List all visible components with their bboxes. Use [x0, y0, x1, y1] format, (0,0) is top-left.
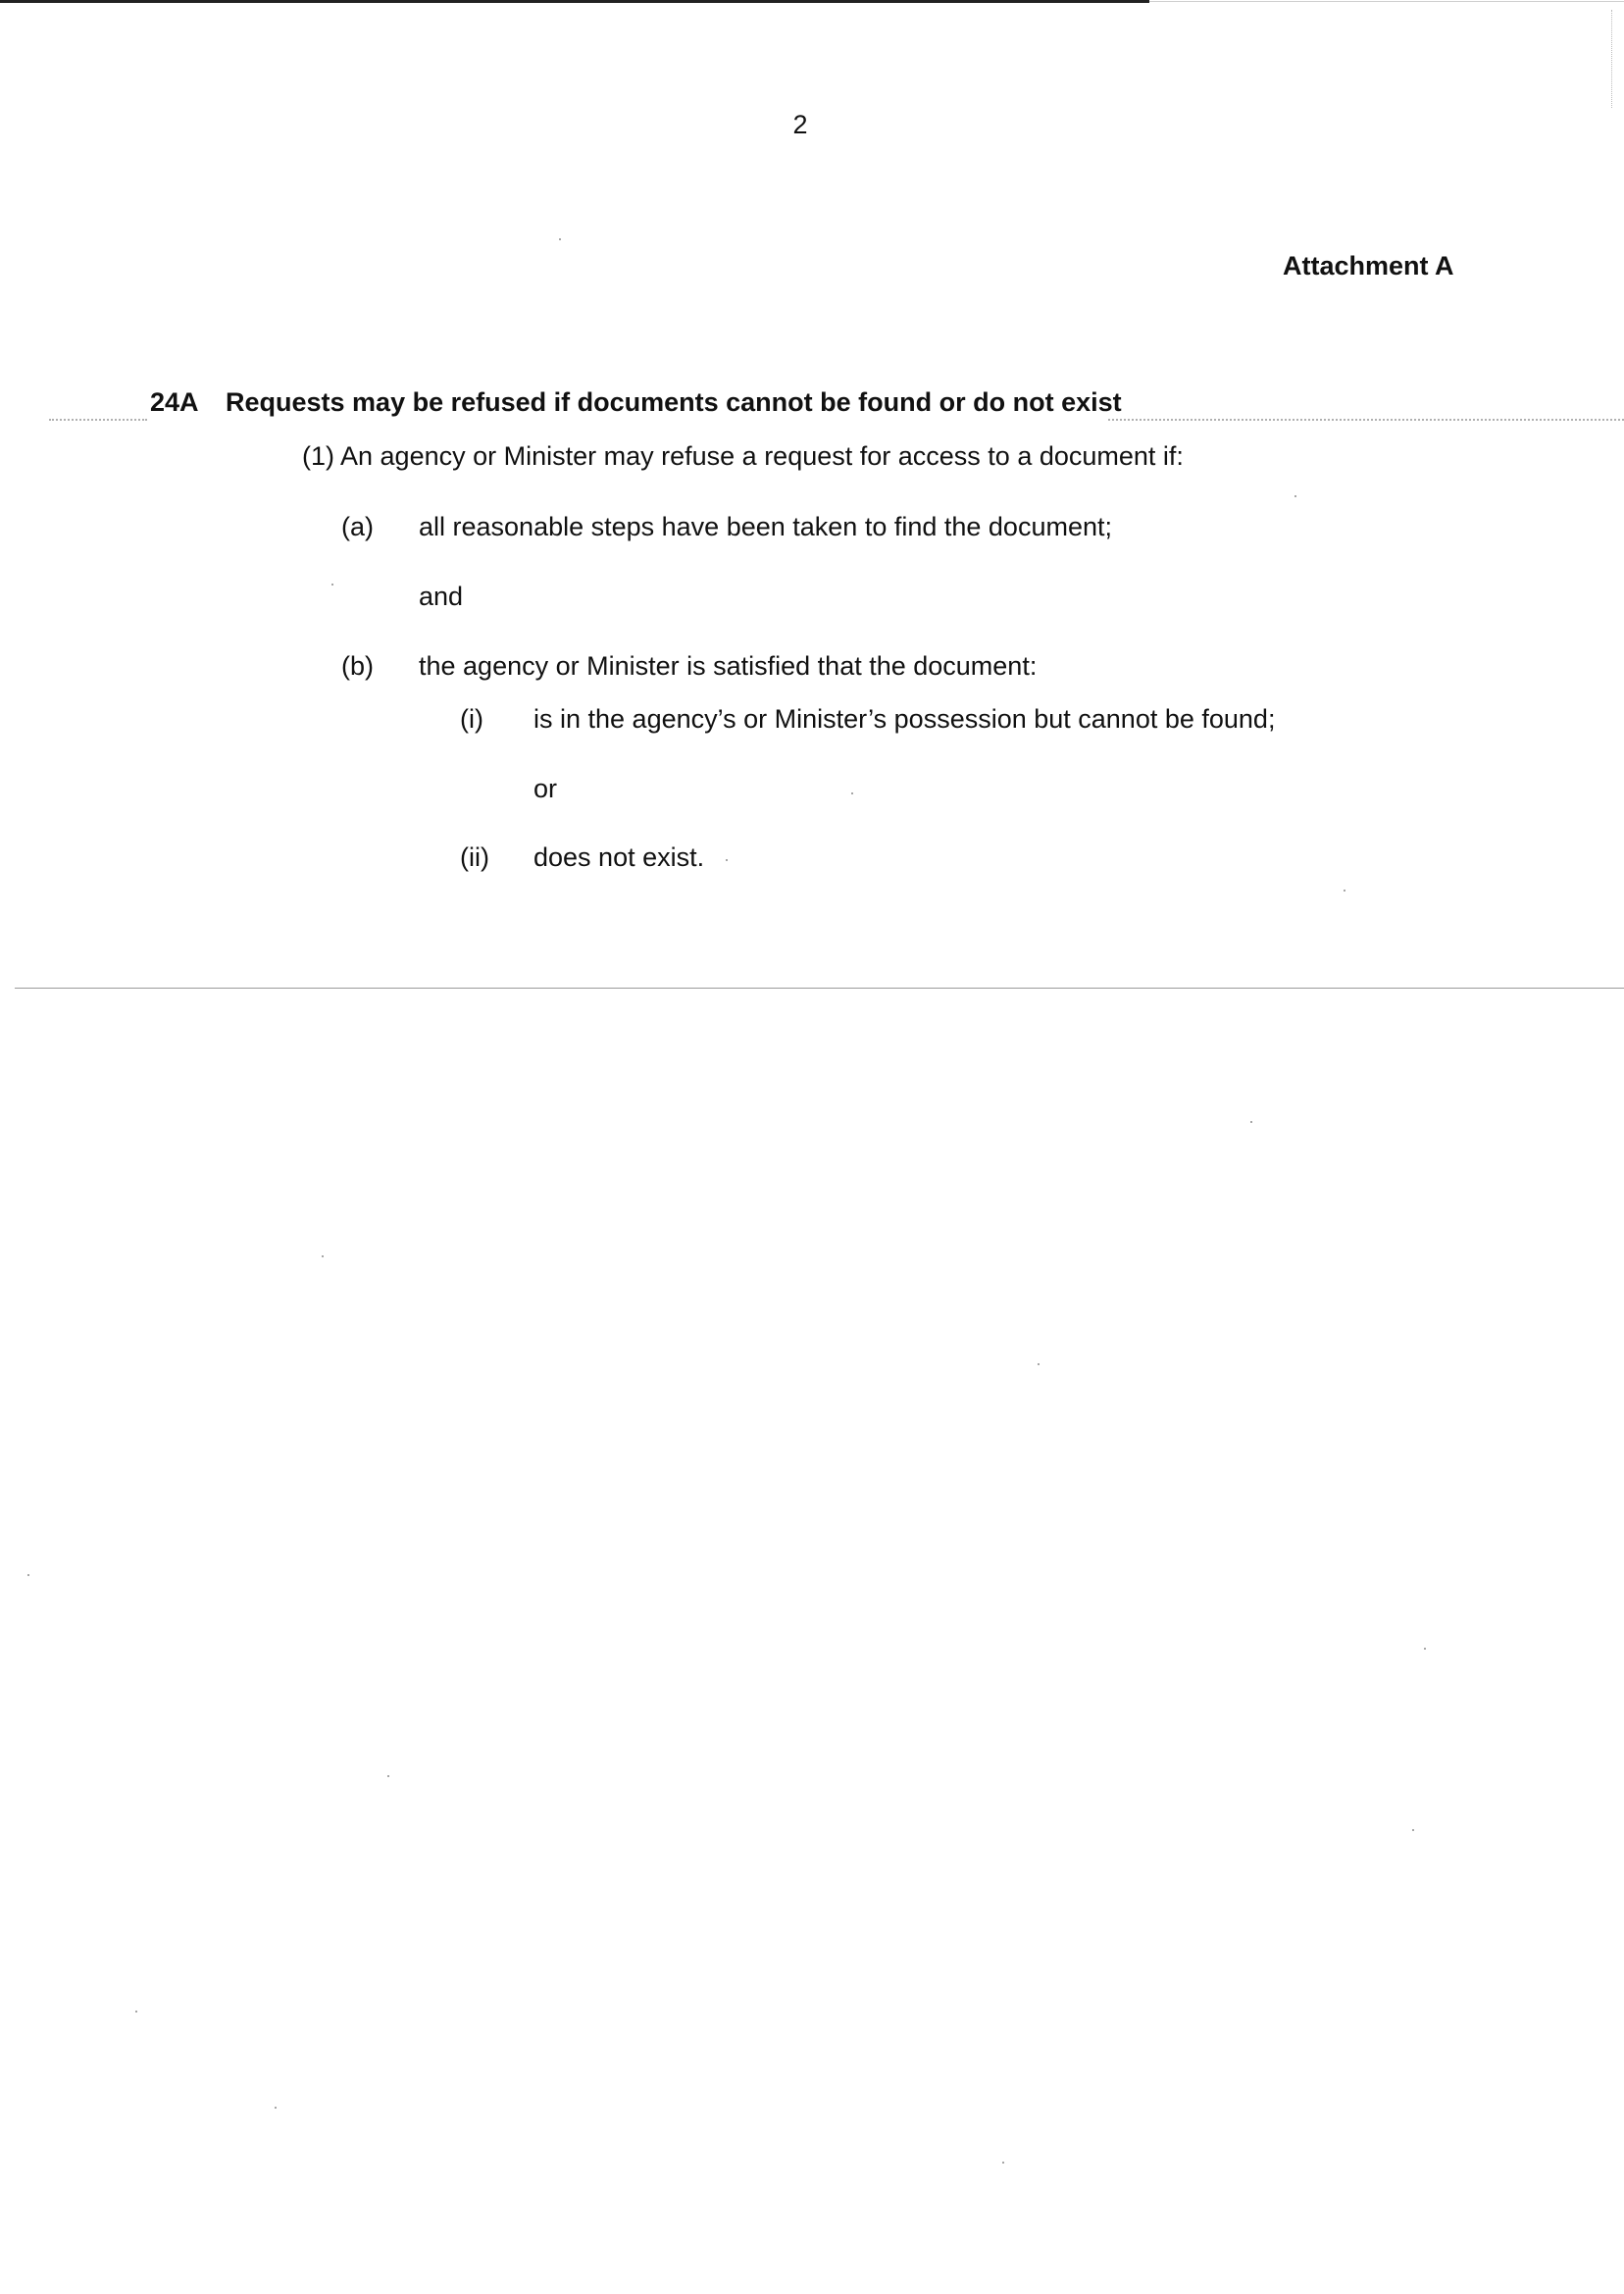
divider-rule: [15, 988, 1624, 989]
scan-speck: [559, 238, 561, 240]
section-number: 24A: [150, 387, 199, 417]
paragraph-b-text: the agency or Minister is satisfied that the document:: [419, 651, 1038, 681]
scan-speck: [27, 1574, 29, 1576]
item-i-label: (i): [460, 704, 483, 734]
item-i-connector: or: [533, 774, 558, 803]
item-ii-label: (ii): [460, 842, 489, 872]
scan-speck: [331, 584, 333, 586]
scan-margin-marks: [1611, 10, 1613, 108]
paragraph-a-label: (a): [341, 512, 374, 541]
paragraph-b-label: (b): [341, 651, 374, 681]
scan-speck: [135, 2011, 137, 2013]
item-i-text: is in the agency’s or Minister’s possession but cannot be found;: [533, 704, 1276, 734]
scan-speck: [726, 859, 728, 861]
section-heading: [0, 387, 1624, 427]
scan-speck: [1250, 1121, 1252, 1123]
item-ii-text: does not exist.: [533, 842, 705, 872]
attachment-label: Attachment A: [1283, 251, 1454, 280]
paragraph-a-text: all reasonable steps have been taken to find the document;: [419, 512, 1112, 541]
scan-speck: [1002, 2162, 1004, 2164]
scan-top-edge-faint: [1149, 1, 1624, 2]
scan-speck: [387, 1775, 389, 1777]
heading-leader-dots-left: [49, 419, 147, 421]
scan-speck: [275, 2107, 277, 2109]
scan-top-edge: [0, 0, 1149, 3]
paragraph-a-connector: and: [419, 582, 464, 611]
page-number: 2: [792, 110, 808, 139]
scan-speck: [322, 1255, 324, 1257]
scan-speck: [1424, 1648, 1426, 1650]
subsection-text: (1) An agency or Minister may refuse a request for access to a document if:: [302, 441, 1184, 471]
heading-leader-dots-right: [1108, 419, 1624, 421]
scan-speck: [1412, 1829, 1414, 1831]
scan-speck: [1038, 1363, 1040, 1365]
scan-speck: [1294, 495, 1296, 497]
scan-speck: [1344, 890, 1345, 892]
scan-speck: [851, 792, 853, 794]
section-title: Requests may be refused if documents cannot be found or do not exist: [226, 387, 1122, 417]
